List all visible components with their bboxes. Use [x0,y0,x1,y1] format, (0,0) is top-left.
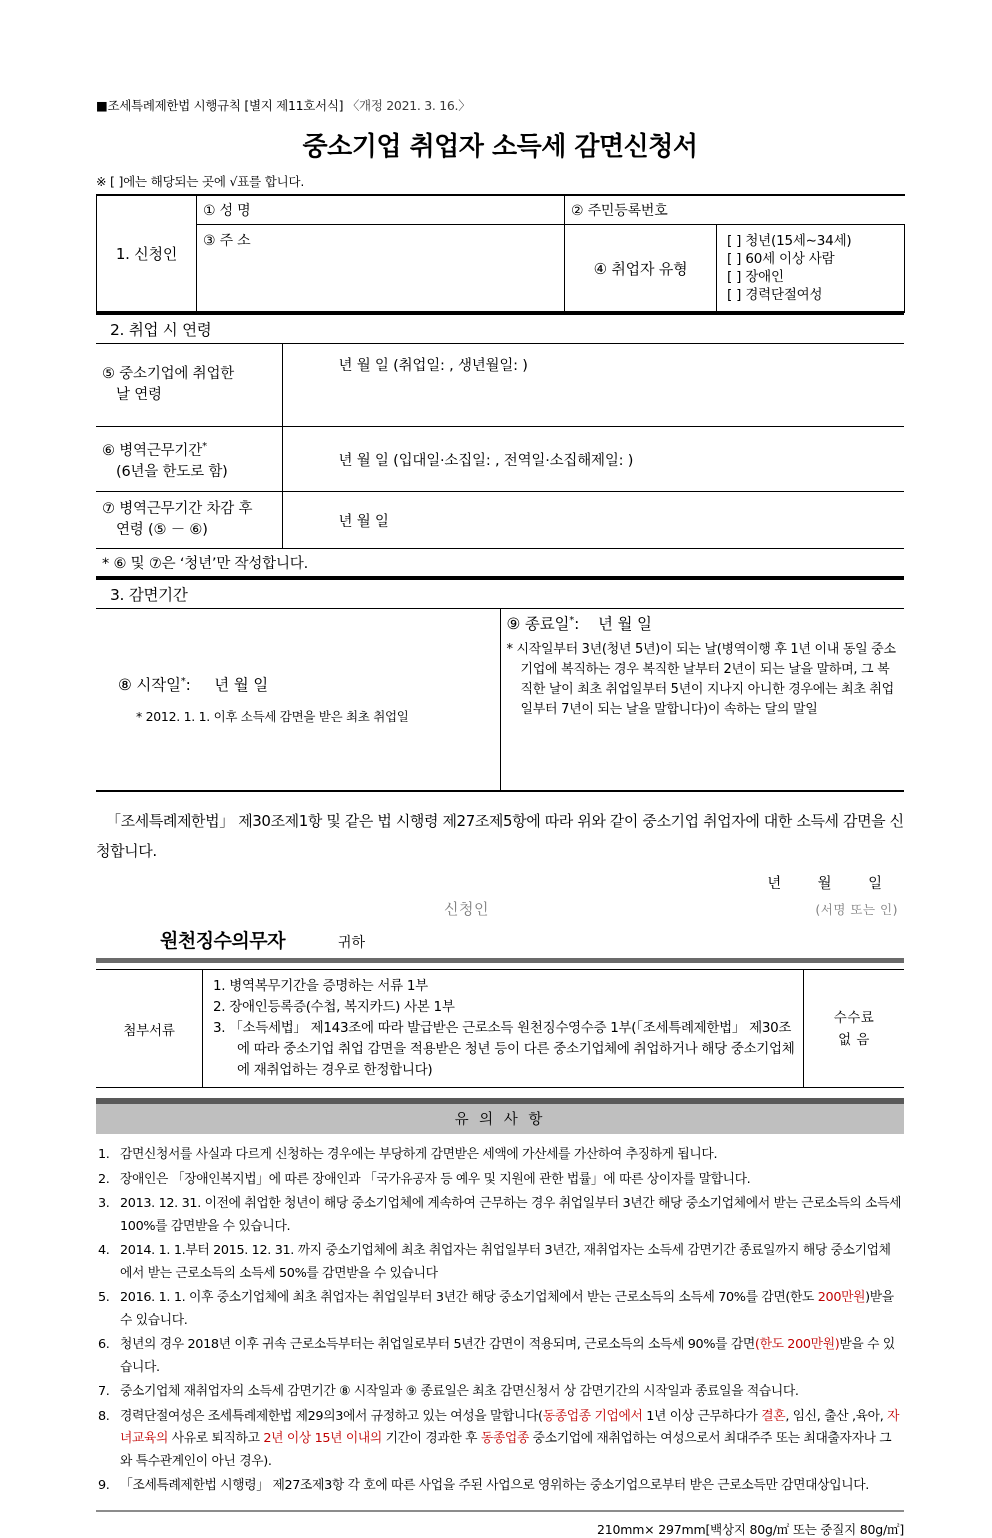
row5-label-line2: 날 연령 [116,387,162,403]
field-resident-number-label: ② 주민등록번호 [565,195,905,225]
notice-item-number: 2. [98,1171,110,1187]
notice-item [98,1240,902,1285]
check-instruction: ※ [ ]에는 해당되는 곳에 √표를 합니다. [96,174,305,189]
notice-item-number: 9. [98,1478,110,1493]
notice-item-number: 5. [98,1290,110,1305]
notice-text: 중소기업체 재취업자의 소득세 감면기간 ⑧ 시작일과 ⑨ 종료일은 최초 감면신청서 상 감면기간의 시작일과 종료일을 적습니다. [120,1384,799,1399]
attachment-item-2: 2. 장애인등록증(수첩, 복지카드) 사본 1부 [213,999,455,1015]
notice-text: 경력단절여성은 조세특례제한법 제29의3에서 규정하고 있는 여성을 말합니다( [120,1408,543,1424]
fee-cell [804,970,905,1088]
asterisk-mark: * [569,615,575,626]
row7-value-text[interactable]: 년 월 일 [338,513,389,530]
checkbox-option-youth[interactable]: [ ] 청년(15세∼34세) [727,233,852,249]
notice-text: 1년 이상 근무하다가 [642,1408,762,1424]
row5-label-line1: ⑤ 중소기업에 취업한 [102,366,235,382]
start-date-inner [96,673,500,725]
row5-label [96,344,282,427]
start-date-note: * 2012. 1. 1. 이후 소득세 감면을 받은 최초 취업일 [136,709,409,724]
signature-or-seal-note: (서명 또는 인) [815,902,898,917]
notice-section [96,1098,904,1504]
notice-item [98,1475,902,1498]
notice-item [98,1406,902,1474]
notice-item [98,1193,902,1238]
asterisk-mark: * [202,440,207,452]
section-divider-bar [96,958,904,963]
notice-item [98,1287,902,1332]
table-row [96,970,904,1088]
notice-item-number: 6. [98,1337,110,1352]
start-date-cell [96,609,500,791]
notice-text: 감면신청서를 사실과 다르게 신청하는 경우에는 부당하게 감면받은 세액에 가산세를 가산하여 추징하게 됩니다. [120,1147,718,1162]
end-date-note: * 시작일부터 3년(청년 5년)이 되는 날(병역이행 후 1년 이내 동일 중소기업에 복직하는 경우 복직한 날부터 2년이 되는 날을 말하며, 그 복직한 날이 최초 취업일부터 5년이 지나지 아니한 경우에는 최초 취업일부터 7년이 되는 날을 말합니다)이 속하는 달의 말일 [506,642,896,717]
applicant-signature-label: 신청인 [444,900,489,918]
table-row [96,609,904,791]
notice-highlight-text: 동종업종 [480,1431,529,1446]
employment-age-table [96,344,904,578]
withholding-agent-label: 원천징수의무자 [160,930,285,952]
gwiha-label: 귀하 [338,935,366,951]
attachment-item-1: 1. 병역복무기간을 증명하는 서류 1부 [213,978,428,994]
row7-label-line2: 연령 (⑤ － ⑥) [116,522,208,538]
worker-type-options [717,225,905,313]
end-date-value[interactable]: 년 월 일 [598,615,652,633]
applicant-section-label: 1. 신청인 [97,195,197,312]
notice-text: 중소기업에 재취업하는 여성으로서 최대주주 또는 최대출자자나 그와 특수관계인이 아닌 경우). [120,1431,892,1469]
employment-age-section [96,313,904,344]
notice-items [96,1134,904,1504]
table-row [97,195,905,225]
signature-block [96,872,904,958]
asterisk-mark: * [180,676,186,687]
notice-text: 2014. 1. 1.부터 2015. 12. 31. 까지 중소기업체에 최초 취업자는 취업일부터 3년간, 재취업자는 소득세 감면기간 종료일까지 해당 중소기업체에서 받는 근로소득의 소득세 50%를 감면받을 수 있습니다 [120,1243,891,1281]
table-row [96,427,904,492]
form-content [96,0,904,1538]
table-row [96,492,904,549]
row5-value-text[interactable]: 년 월 일 (취업일: , 생년월일: ) [338,358,528,374]
end-date-cell [500,609,904,791]
end-date-line: ⑨ 종료일*: 년 월 일 [506,615,652,633]
section3-heading: 3. 감면기간 [96,580,904,609]
field-address-label: ③ 주 소 [197,225,565,313]
start-date-label: ⑧ 시작일 [118,676,181,694]
notice-highlight-text: 동종업종 기업에서 [542,1408,643,1424]
row7-label-line1: ⑦ 병역근무기간 차감 후 [102,501,253,517]
attachment-item-3: 3. 「소득세법」 제143조에 따라 발급받은 근로소득 원천징수영수증 1부(「조세특례제한법」 제30조에 따라 중소기업 취업 감면을 적용받은 청년 등이 다른 중소기업체에 취업하거나 해당 중소기업체에 재취업하는 경우로 한정합니다) [213,1020,795,1078]
field-name-label: ① 성 명 [197,195,565,225]
attachments-list [203,970,804,1088]
notice-text: 2016. 1. 1. 이후 중소기업체에 최초 취업자는 취업일부터 3년간 해당 중소기업체에서 받는 근로소득의 소득세 70%를 감면(한도 [120,1290,818,1305]
notice-text: )받을 수 있습니다. [120,1290,894,1328]
page-title: 중소기업 취업자 소득세 감면신청서 [302,132,698,162]
notice-item-number: 1. [98,1147,110,1162]
checkbox-option-disabled[interactable]: [ ] 장애인 [727,269,784,285]
notice-item [98,1381,902,1404]
notice-highlight-text: 자녀교육의 [120,1408,900,1446]
notice-item-number: 8. [98,1408,110,1424]
row6-label [96,427,282,492]
paper-size-note: 210mm× 297mm[백상지 80g/㎡ 또는 중질지 80g/㎡] [596,1521,904,1537]
notice-text: 청년의 경우 2018년 이후 귀속 근로소득부터는 취업일로부터 5년간 감면이 적용되며, 근로소득의 소득세 90%를 감면 [120,1337,755,1352]
start-date-line: ⑧ 시작일*: 년 월 일 [118,676,269,694]
date-month[interactable]: 월 [817,876,832,892]
reduction-period-table [96,609,904,792]
checkbox-option-senior[interactable]: [ ] 60세 이상 사람 [727,251,835,267]
row7-label [96,492,282,549]
notice-text: 받을 수 있습니다. [120,1337,895,1375]
declaration-text: 「조세특례제한법」 제30조제1항 및 같은 법 시행령 제27조제5항에 따라 위와 같이 중소기업 취업자에 대한 소득세 감면을 신청합니다. [96,812,904,860]
start-date-value[interactable]: 년 월 일 [214,676,269,694]
form-code-line [96,96,904,114]
notice-highlight-text: 2년 이상 15년 이내의 [263,1431,382,1446]
fee-label: 수수료 [833,1009,875,1026]
table-row [96,344,904,427]
form-revision: 〈개정 2021. 3. 16.〉 [346,98,471,113]
form-code: ■조세특례제한법 시행규칙 [별지 제11호서식] [96,98,344,113]
date-year[interactable]: 년 [767,876,782,892]
table-row [96,549,904,578]
notice-highlight-text: (한도 200만원) [754,1337,840,1352]
notice-text: 사유로 퇴직하고 [168,1431,264,1446]
signature-date [751,872,898,893]
row6-value-text[interactable]: 년 월 일 (입대일·소집일: , 전역일·소집해제일: ) [338,452,634,469]
row6-label-line2: (6년을 한도로 함) [116,463,228,480]
row5-value [282,344,904,427]
checkbox-option-career-break-woman[interactable]: [ ] 경력단절여성 [727,287,823,303]
attachments-header: 첨부서류 [96,970,203,1088]
row6-value [282,427,904,492]
notice-item-number: 7. [98,1384,110,1399]
notice-text: 기간이 경과한 후 [381,1431,481,1446]
field-worker-type-label: ④ 취업자 유형 [565,225,717,313]
row6-label-line1: ⑥ 병역근무기간* [102,440,207,459]
applicant-table [96,194,905,313]
row7-value [282,492,904,549]
notice-bar-title: 유 의 사 항 [96,1098,904,1134]
end-date-label: ⑨ 종료일 [506,615,570,633]
notice-text: , 임신, 출산 ,육아, [785,1408,888,1424]
attachments-table [96,969,904,1088]
notice-item [98,1169,902,1192]
notice-text: 「조세특례제한법 시행령」 제27조제3항 각 호에 따른 사업을 주된 사업으로 영위하는 중소기업으로부터 받은 근로소득만 감면대상입니다. [120,1478,869,1493]
notice-item [98,1334,902,1379]
section2-heading: 2. 취업 시 연령 [96,315,904,344]
table-row [97,225,905,313]
notice-highlight-text: 결혼 [761,1408,786,1424]
fee-value: 없 음 [838,1031,870,1048]
notice-highlight-text: 200만원 [817,1290,866,1305]
date-day[interactable]: 일 [868,876,882,892]
notice-item-number: 4. [98,1243,110,1258]
reduction-period-section [96,578,904,609]
notice-text: 장애인은 「장애인복지법」에 따른 장애인과 「국가유공자 등 예우 및 지원에 관한 법률」에 따른 상이자를 말합니다. [120,1171,751,1187]
notice-text: 2013. 12. 31. 이전에 취업한 청년이 해당 중소기업체에 계속하여 근무하는 경우 취업일부터 3년간 해당 중소기업체에서 받는 근로소득의 소득세 100%를 감면받을 수 있습니다. [120,1196,902,1234]
section2-footnote: * ⑥ 및 ⑦은 ‘청년’만 작성합니다. [96,549,904,578]
notice-item [98,1144,902,1167]
notice-item-number: 3. [98,1196,110,1211]
